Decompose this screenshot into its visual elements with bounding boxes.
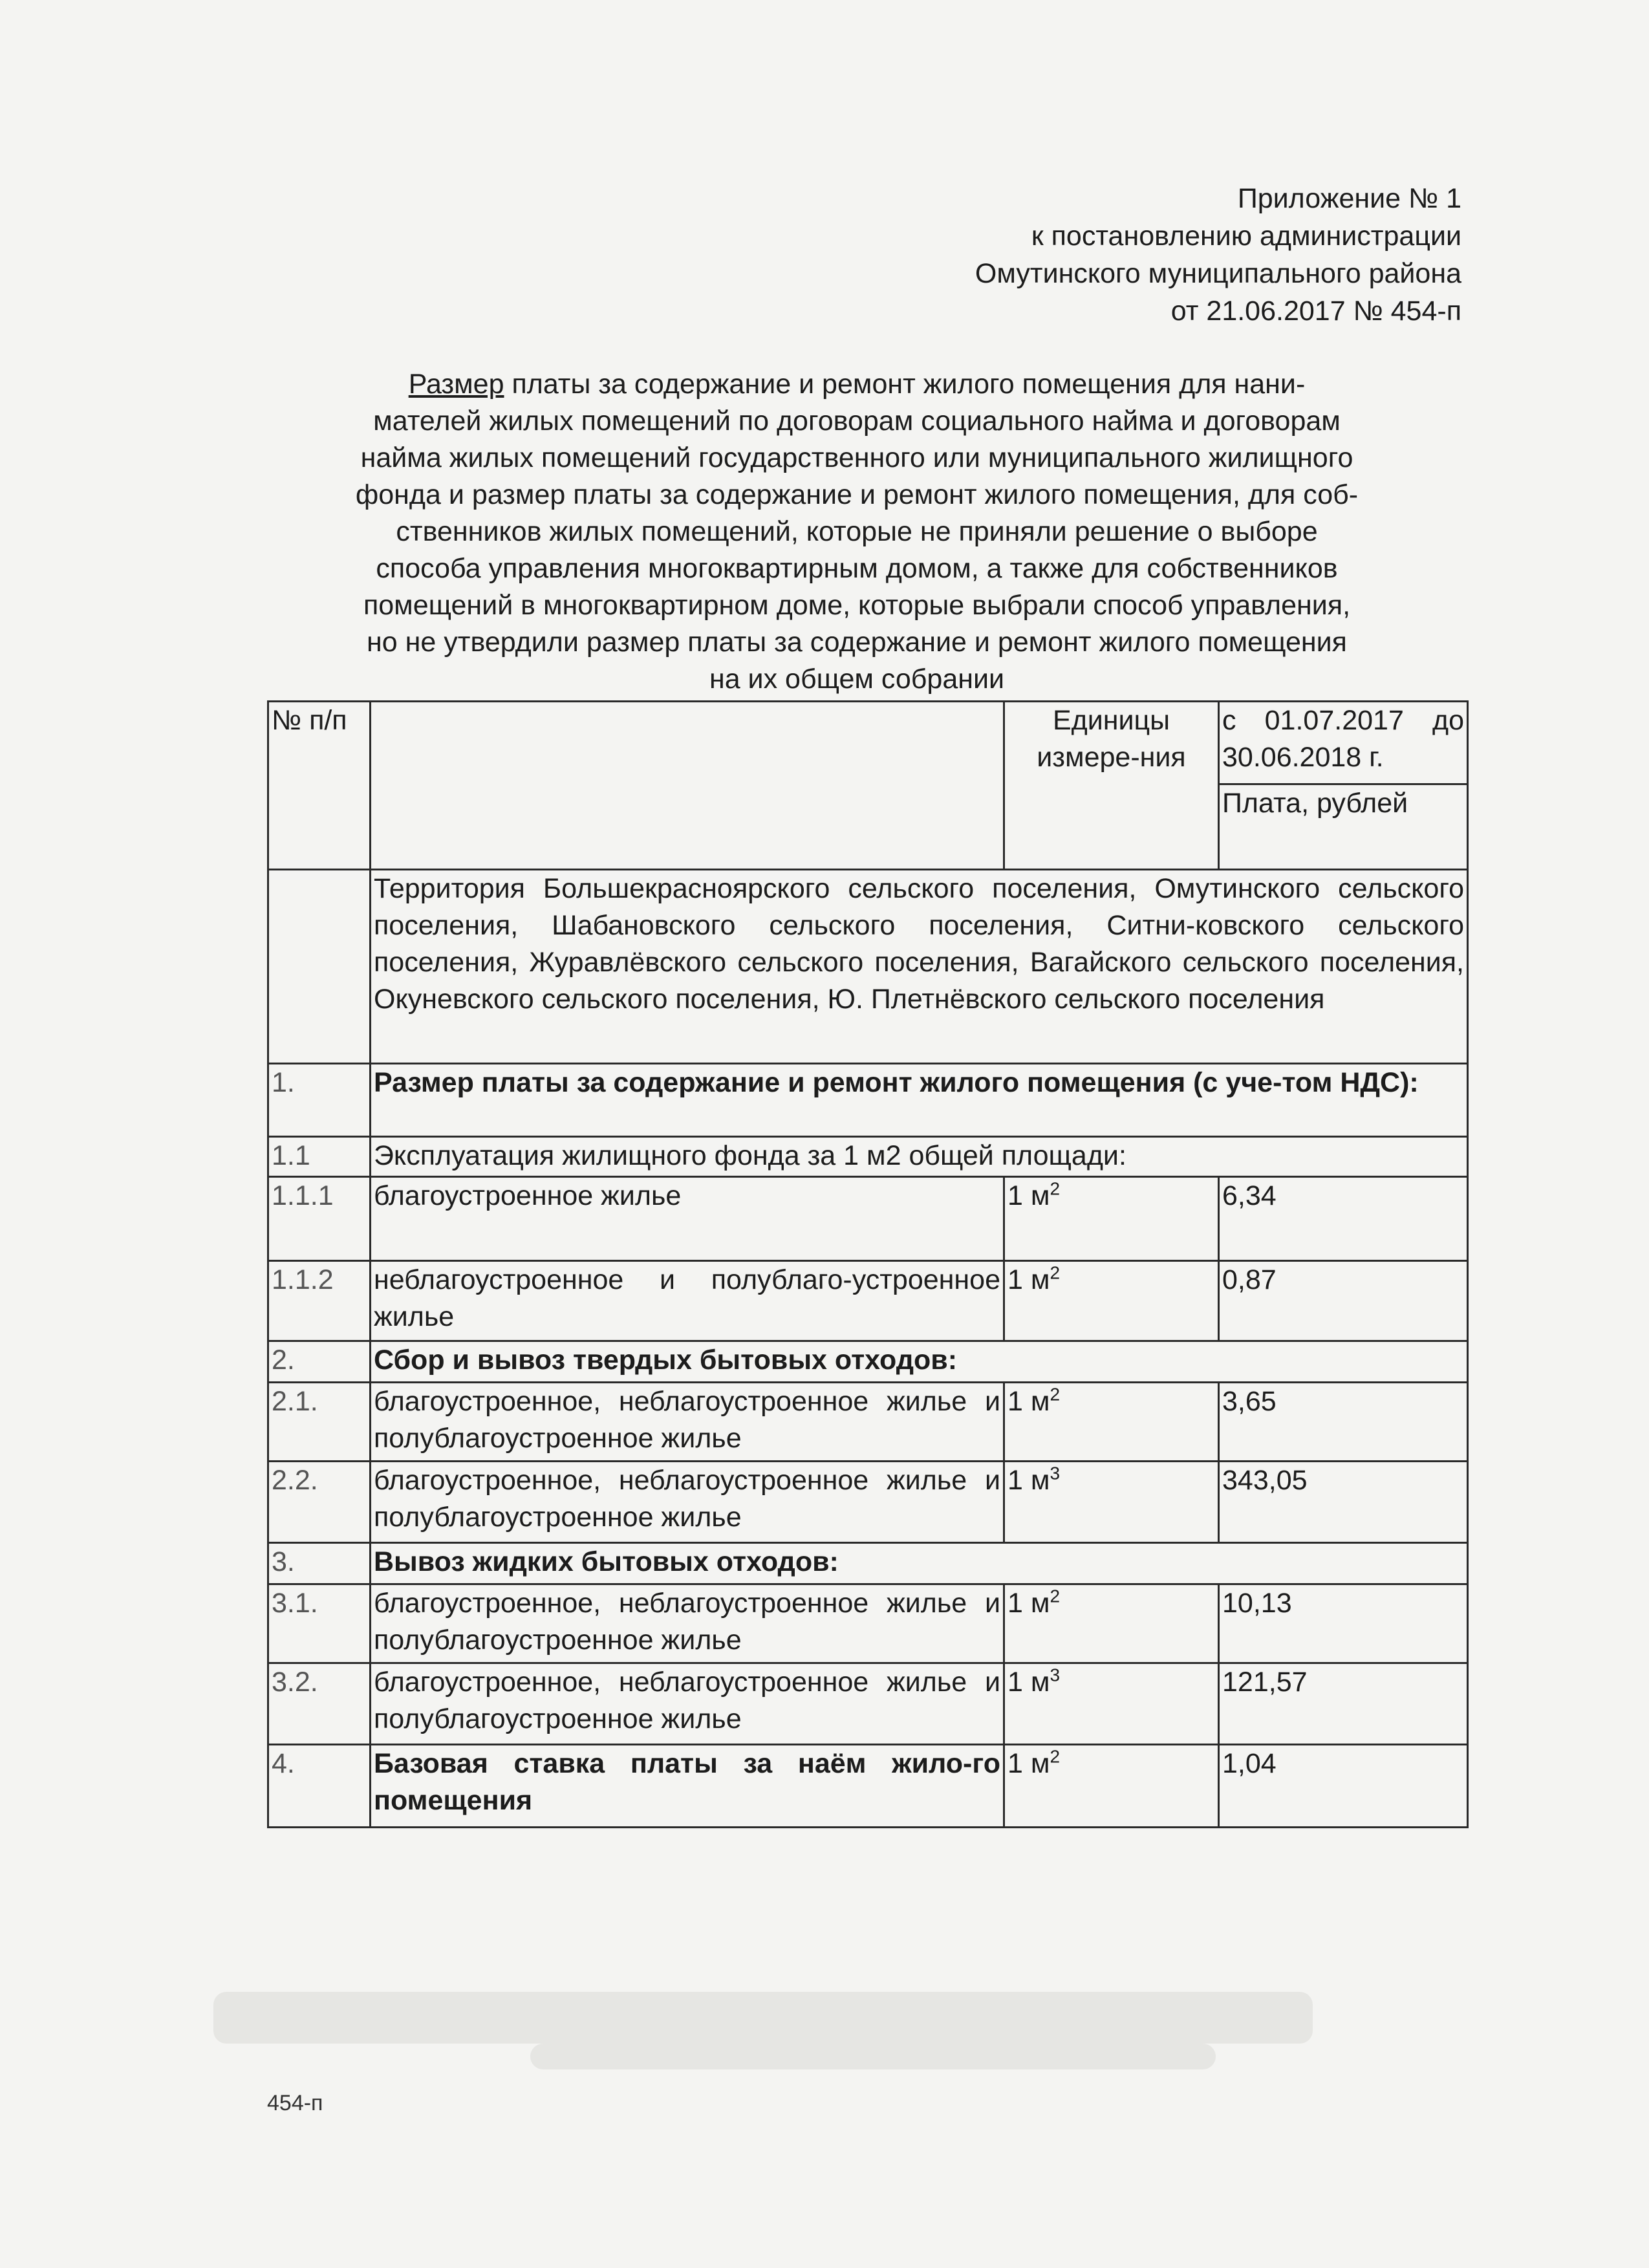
table-cell-value: 0,87 [1219, 1261, 1468, 1341]
table-cell-unit: 1 $м^3$ [1004, 1462, 1219, 1543]
table-cell-num: 1. [268, 1064, 371, 1137]
table-cell-name: благоустроенное, неблагоустроенное жилье и полублагоустроенное жилье [371, 1383, 1004, 1462]
table-cell-num: 1.1 [268, 1137, 371, 1177]
scan-shadow [213, 1992, 1313, 2044]
table-row [268, 1745, 1468, 1828]
section-title: Размер платы за содержание и ремонт жилого помещения (с уче-том НДС): [371, 1064, 1468, 1137]
table-cell-value: 3,65 [1219, 1383, 1468, 1462]
heading-line: фонда и размер платы за содержание и ремонт жилого помещения, для соб- [355, 479, 1359, 510]
header-name [371, 702, 1004, 870]
scan-shadow [530, 2044, 1216, 2069]
table-cell-unit: 1 $м^2$ [1004, 1177, 1219, 1261]
table-cell-name: благоустроенное, неблагоустроенное жилье и полублагоустроенное жилье [371, 1584, 1004, 1663]
header-period: с 01.07.2017 до 30.06.2018 г. [1219, 702, 1468, 784]
appendix-date-number: от 21.06.2017 № 454-п [1170, 296, 1461, 327]
appendix-resolution: к постановлению администрации [1031, 221, 1461, 252]
table-cell-unit: 1 $м^2$ [1004, 1261, 1219, 1341]
table-cell-num: 2. [268, 1341, 371, 1383]
heading-line-text: платы за содержание и ремонт жилого помещения для нани- [504, 369, 1306, 400]
territory-cell: Территория Большекрасноярского сельского поселения, Омутинского сельского поселения, Шабановского сельского поселения, Ситни-ковского сельского поселения, Журавлёвского сельского поселения, Вагайского сельского поселения, Окуневского сельского поселения, Ю. Плетнёвского сельского поселения [371, 870, 1468, 1064]
table-row [268, 1383, 1468, 1462]
heading-line [246, 366, 1468, 403]
table-cell-unit: 1 $м^2$ [1004, 1745, 1219, 1828]
table-cell-num: 4. [268, 1745, 371, 1828]
table-cell-value: 10,13 [1219, 1584, 1468, 1663]
table-row [268, 1341, 1468, 1383]
table-cell-name: неблагоустроенное и полублаго-устроенное жилье [371, 1261, 1004, 1341]
tariff-table [267, 700, 1469, 1828]
table-cell-num: 3.1. [268, 1584, 371, 1663]
table-cell-num: 3. [268, 1543, 371, 1584]
header-num: № п/п [268, 702, 371, 870]
table-row [268, 1261, 1468, 1341]
section-title: Сбор и вывоз твердых бытовых отходов: [371, 1341, 1468, 1383]
table-cell-value: 6,34 [1219, 1177, 1468, 1261]
heading-line: но не утвердили размер платы за содержание и ремонт жилого помещения [367, 627, 1347, 658]
table-cell-name: Базовая ставка платы за наём жило-го помещения [371, 1745, 1004, 1828]
table-cell-value: 121,57 [1219, 1663, 1468, 1745]
table-cell-name: благоустроенное, неблагоустроенное жилье и полублагоустроенное жилье [371, 1462, 1004, 1543]
table-cell-num: 2.1. [268, 1383, 371, 1462]
heading-line: помещений в многоквартирном доме, которые выбрали способ управления, [363, 590, 1351, 621]
table-row [268, 1543, 1468, 1584]
table-cell-num: 1.1.1 [268, 1177, 371, 1261]
table-row [268, 870, 1468, 1064]
table-cell-num: 3.2. [268, 1663, 371, 1745]
table-cell-name: благоустроенное, неблагоустроенное жилье и полублагоустроенное жилье [371, 1663, 1004, 1745]
table-cell-num: 2.2. [268, 1462, 371, 1543]
table-row [268, 1137, 1468, 1177]
table-cell-unit: 1 $м^2$ [1004, 1383, 1219, 1462]
table-row [268, 1177, 1468, 1261]
appendix-block [975, 180, 1461, 330]
heading-line: ственников жилых помещений, которые не приняли решение о выборе [396, 516, 1318, 547]
document-heading [246, 366, 1468, 698]
table-row [268, 1663, 1468, 1745]
table-row [268, 1462, 1468, 1543]
section-title: Вывоз жидких бытовых отходов: [371, 1543, 1468, 1584]
table-header-row [268, 702, 1468, 784]
table-cell-name: благоустроенное жилье [371, 1177, 1004, 1261]
header-units: Единицы измере-ния [1004, 702, 1219, 870]
table-cell-unit: 1 $м^3$ [1004, 1663, 1219, 1745]
appendix-district: Омутинского муниципального района [975, 258, 1461, 289]
table-row [268, 1584, 1468, 1663]
footer-document-code: 454-п [267, 2091, 323, 2115]
heading-line: найма жилых помещений государственного или муниципального жилищного [360, 442, 1353, 473]
subsection-title: Эксплуатация жилищного фонда за 1 м2 общей площади: [371, 1137, 1468, 1177]
table-cell-num: 1.1.2 [268, 1261, 371, 1341]
table-row [268, 1064, 1468, 1137]
heading-line: на их общем собрании [709, 664, 1005, 695]
header-pay: Плата, рублей [1219, 784, 1468, 870]
table-cell-num [268, 870, 371, 1064]
heading-line: мателей жилых помещений по договорам социального найма и договорам [373, 405, 1341, 437]
heading-line: способа управления многоквартирным домом, а также для собственников [376, 553, 1338, 584]
appendix-title: Приложение № 1 [1237, 183, 1461, 214]
table-cell-value: 1,04 [1219, 1745, 1468, 1828]
heading-first-word: Размер [408, 369, 504, 400]
table-cell-value: 343,05 [1219, 1462, 1468, 1543]
table-cell-unit: 1 $м^2$ [1004, 1584, 1219, 1663]
